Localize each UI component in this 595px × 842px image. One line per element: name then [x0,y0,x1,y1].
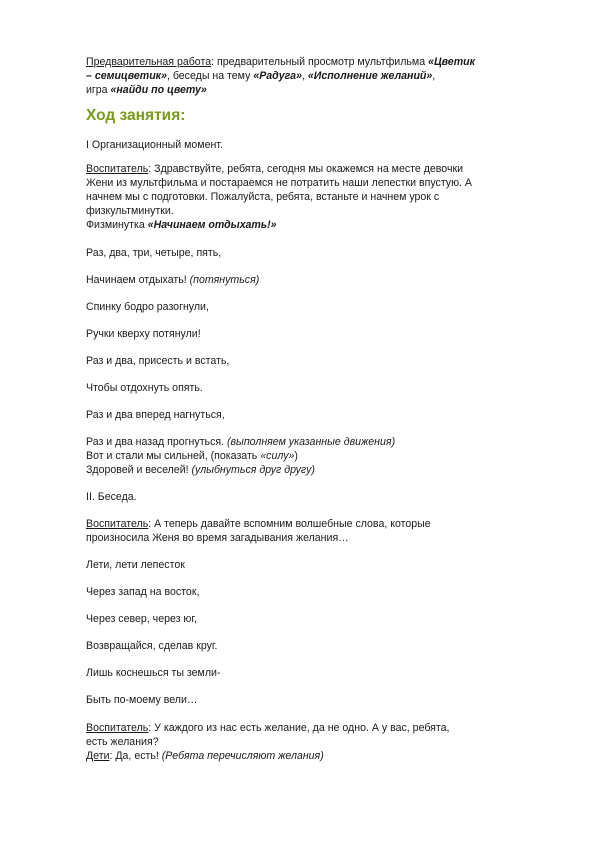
spell-line-2: Через запад на восток, [86,586,200,598]
teacher-text: : А теперь давайте вспомним волшебные слова, которые [148,518,431,530]
teacher-text: : Здравствуйте, ребята, сегодня мы окажемся на месте девочки [148,163,464,175]
poem-line-9 [86,449,298,463]
poem-note: (улыбнуться друг другу) [191,464,315,476]
intro-game-prefix: игра [86,84,111,96]
poem-line-4: Ручки кверху потянули! [86,328,201,340]
teacher2-line-2: произносила Женя во время загадывания желания… [86,532,349,544]
teacher3-line-2: есть желания? [86,736,159,748]
intro-text-2: , беседы на тему [166,70,254,82]
intro-topic-2: «Исполнение желаний» [307,70,433,82]
poem-note: (выполняем указанные движения) [227,436,396,448]
teacher2-line-1 [86,517,431,531]
intro-line-1 [86,55,475,69]
intro-end: , [432,70,436,82]
poem-text-end: ) [294,450,298,462]
intro-label: Предварительная работа [86,56,212,68]
kids-line [86,749,324,763]
teacher-line-1 [86,162,463,176]
poem-note: «силу» [260,450,295,462]
intro-line-2 [86,69,435,83]
teacher-label: Воспитатель [86,518,149,530]
section-2-title: II. Беседа. [86,491,137,503]
poem-line-6: Чтобы отдохнуть опять. [86,382,203,394]
spell-line-6: Быть по-моему вели… [86,694,198,706]
poem-text: Начинаем отдыхать! [86,274,190,286]
poem-note: (потянуться) [189,274,260,286]
kids-note: (Ребята перечисляют желания) [161,750,324,762]
poem-line-10 [86,463,315,477]
intro-sep: , [301,70,308,82]
teacher-line-4: физкультминутки. [86,205,174,217]
poem-line-7: Раз и два вперед нагнуться, [86,409,225,421]
poem-line-1: Раз, два, три, четыре, пять, [86,247,222,259]
fizminutka-name: «Начинаем отдыхать!» [147,219,277,231]
teacher3-line-1 [86,721,449,735]
spell-line-3: Через север, через юг, [86,613,197,625]
spell-line-5: Лишь коснешься ты земли- [86,667,221,679]
teacher-label: Воспитатель [86,722,149,734]
intro-film-title-cont: – семицветик» [86,70,167,82]
intro-film-title: «Цветик [428,56,475,68]
intro-topic-1: «Радуга» [253,70,302,82]
spell-line-1: Лети, лети лепесток [86,559,185,571]
teacher-line-2: Жени из мультфильма и постараемся не потратить наши лепестки впустую. А [86,177,472,189]
intro-line-3 [86,83,207,97]
kids-label: Дети [86,750,110,762]
teacher-label: Воспитатель [86,163,149,175]
section-heading: Ход занятия: [86,107,186,124]
section-1-title: I Организационный момент. [86,139,223,151]
poem-line-3: Спинку бодро разогнули, [86,301,209,313]
intro-text: : предварительный просмотр мультфильма [211,56,429,68]
kids-text: : Да, есть! [109,750,162,762]
fizminutka-label: Физминутка [86,219,148,231]
poem-text: Здоровей и веселей! [86,464,192,476]
teacher-line-3: начнем мы с подготовки. Пожалуйста, ребята, встаньте и начнем урок с [86,191,440,203]
teacher-text: : У каждого из нас есть желание, да не одно. А у вас, ребята, [148,722,450,734]
fizminutka-title [86,218,277,232]
poem-line-8 [86,435,395,449]
poem-line-5: Раз и два, присесть и встать, [86,355,230,367]
poem-text: Раз и два назад прогнуться. [86,436,227,448]
intro-game: «найди по цвету» [110,84,207,96]
poem-text: Вот и стали мы сильней, (показать [86,450,261,462]
poem-line-2 [86,273,259,287]
spell-line-4: Возвращайся, сделав круг. [86,640,218,652]
